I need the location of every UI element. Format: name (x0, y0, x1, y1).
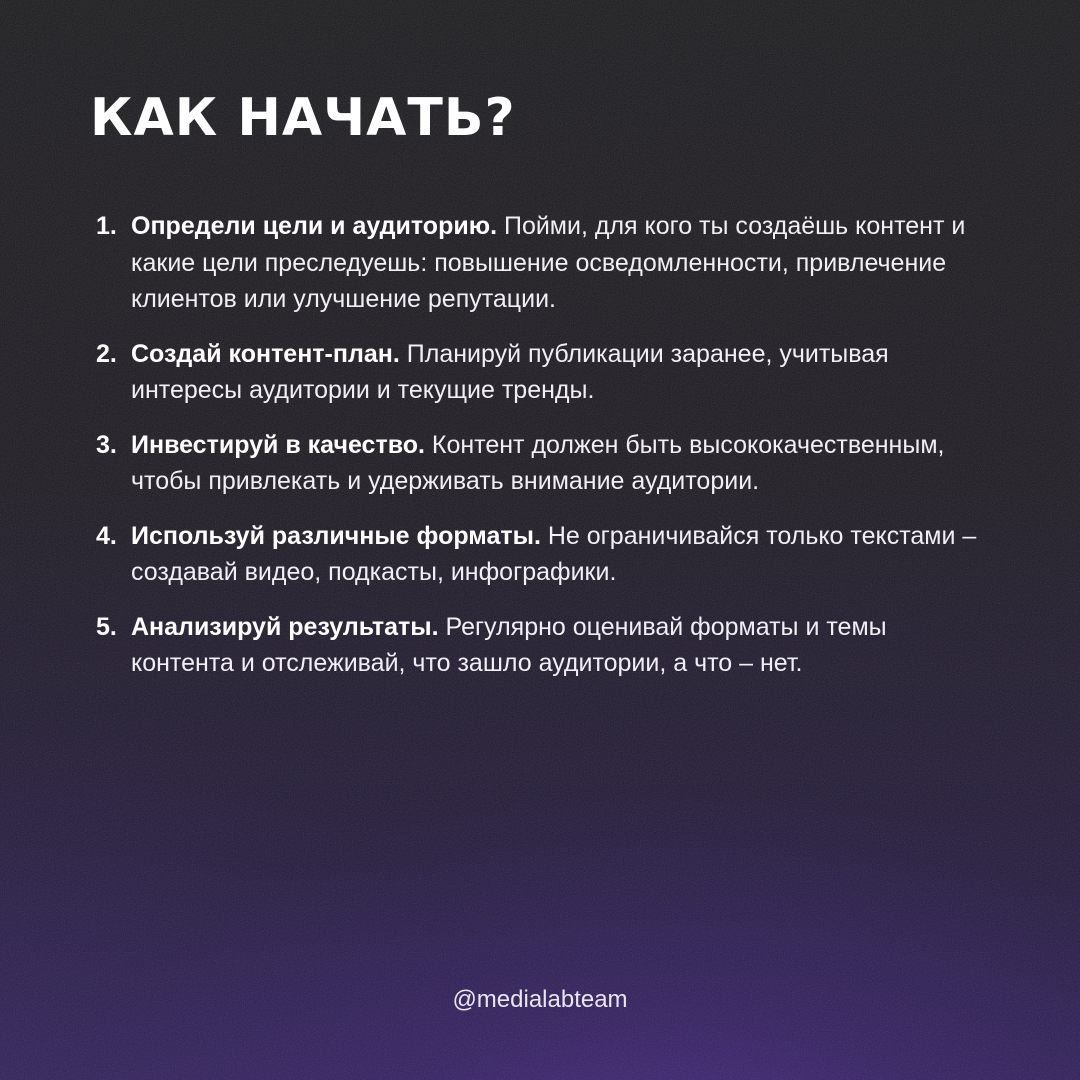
step-text: Не ограничивайся только текстами – создавай видео, подкасты, инфографики. (131, 521, 977, 586)
step-item (96, 208, 996, 318)
step-number: 4. (96, 521, 117, 550)
step-text: Пойми, для кого ты создаёшь контент и какие цели преследуешь: повышение осведомленности, привлечение клиентов или улучшение репутации. (131, 212, 966, 313)
step-text: Регулярно оценивай форматы и темы контента и отслеживай, что зашло аудитории, а что – нет. (131, 612, 887, 677)
step-item (96, 609, 996, 682)
step-item (96, 518, 996, 591)
step-title: Используй различные форматы. (131, 521, 548, 550)
step-number: 1. (96, 212, 117, 240)
page-title: КАК НАЧАТЬ? (90, 88, 516, 148)
step-title: Инвестируй в качество. (131, 430, 432, 459)
steps-list (96, 208, 996, 700)
step-title: Создай контент-план. (131, 339, 407, 368)
step-text: Планируй публикации заранее, учитывая интересы аудитории и текущие тренды. (131, 339, 889, 404)
step-number: 2. (96, 339, 117, 368)
step-item (96, 336, 996, 409)
step-text: Контент должен быть высококачественным, чтобы привлекать и удерживать внимание аудитории. (131, 430, 945, 495)
step-item (96, 427, 996, 500)
step-number: 3. (96, 430, 117, 459)
step-title: Определи цели и аудиторию. (131, 212, 504, 240)
step-number: 5. (96, 612, 117, 641)
account-handle: @medialabteam (452, 986, 628, 1013)
step-title: Анализируй результаты. (131, 612, 446, 641)
